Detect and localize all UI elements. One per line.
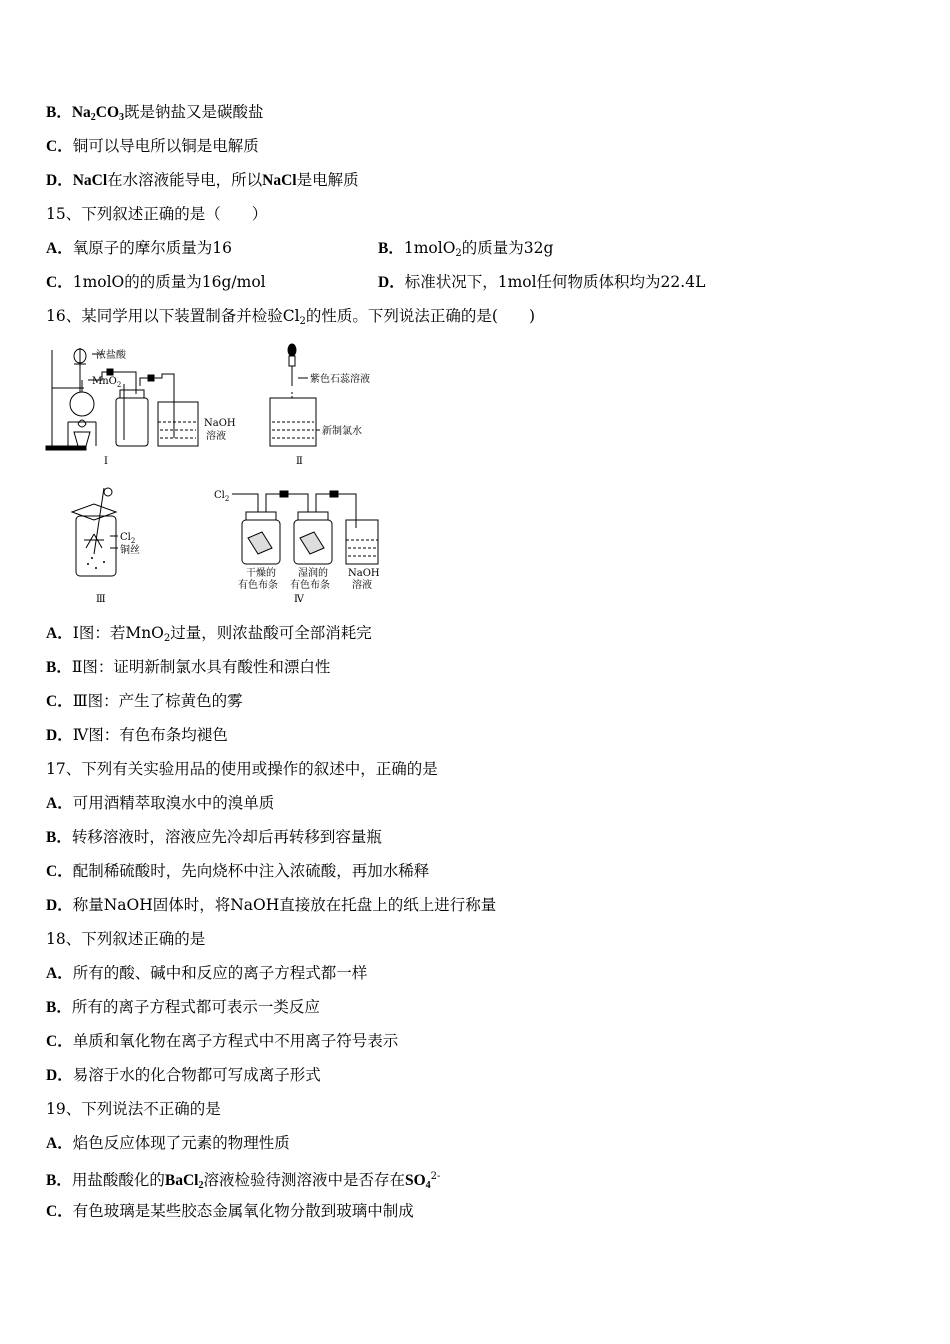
option-label: B． <box>46 999 72 1016</box>
option-text: 铜可以导电所以铜是电解质 <box>72 137 259 155</box>
q15-option-a <box>46 239 232 257</box>
option-text: 焰色反应体现了元素的物理性质 <box>72 1134 290 1152</box>
q17-stem: 17、下列有关实验用品的使用或操作的叙述中，正确的是 <box>46 760 438 778</box>
q14-option-c <box>46 136 259 157</box>
option-text: 是电解质 <box>296 171 359 189</box>
q18-option-a <box>46 963 367 984</box>
fig3-cl2-sub: 2 <box>130 537 136 545</box>
q17-option-c <box>46 861 429 882</box>
fig1-mno2-sub: 2 <box>116 381 122 389</box>
option-label: D． <box>46 1067 73 1084</box>
q18-option-b <box>46 997 320 1018</box>
subscript: 2 <box>163 633 171 644</box>
option-label: D． <box>46 172 73 189</box>
q16-option-b <box>46 657 330 678</box>
option-text: 所有的离子方程式都可表示一类反应 <box>71 998 320 1016</box>
option-label: C． <box>46 1203 73 1220</box>
fig4-dry-label-1: 干燥的 <box>246 568 276 579</box>
option-label: A． <box>46 965 73 982</box>
option-text: 称量NaOH固体时，将NaOH直接放在托盘上的纸上进行称量 <box>72 896 497 914</box>
option-text: 1molO的的质量为16g/mol <box>72 273 266 291</box>
option-text: Ⅲ图：产生了棕黄色的雾 <box>72 692 243 710</box>
fig1-naoh-label: NaOH <box>204 418 236 429</box>
option-text: 配制稀硫酸时，先向烧杯中注入浓硫酸，再加水稀释 <box>72 862 430 880</box>
q18-option-d <box>46 1065 321 1086</box>
formula: SO <box>404 1172 426 1189</box>
subscript: 2 <box>299 316 306 327</box>
apparatus-figure-ii <box>262 342 392 470</box>
option-label: A． <box>46 795 73 812</box>
subscript: 2 <box>90 112 96 123</box>
option-label: B． <box>46 829 72 846</box>
q15-option-b <box>378 238 553 264</box>
q16-option-a <box>46 623 372 649</box>
option-text: 单质和氧化物在离子方程式中不用离子符号表示 <box>72 1032 399 1050</box>
option-label: D． <box>46 727 73 744</box>
option-text: 用盐酸酸化的 <box>71 1171 165 1189</box>
option-text: 1molO <box>403 239 456 257</box>
q14-option-b <box>46 102 264 128</box>
option-label: B． <box>46 104 72 121</box>
option-text: 氧原子的摩尔质量为16 <box>72 239 232 257</box>
fig2-caption: Ⅱ <box>296 456 303 467</box>
option-label: B． <box>46 1172 72 1189</box>
option-text: 有色玻璃是某些胶态金属氧化物分散到玻璃中制成 <box>72 1202 414 1220</box>
option-label: B． <box>46 659 72 676</box>
fig4-wet-label-1: 湿润的 <box>298 568 328 579</box>
apparatus-figure-iii <box>64 484 164 608</box>
option-label: D． <box>378 274 405 291</box>
fig4-caption: Ⅳ <box>294 594 304 605</box>
q17-option-b <box>46 827 382 848</box>
option-text: 在水溶液能导电，所以 <box>107 171 263 189</box>
subscript: 3 <box>119 112 125 123</box>
q16-option-c <box>46 691 243 712</box>
option-text: 溶液检验待测溶液中是否存在 <box>203 1171 405 1189</box>
fig3-caption: Ⅲ <box>96 594 106 605</box>
option-label: A． <box>46 240 73 257</box>
fig3-copper-label: 铜丝 <box>120 545 140 556</box>
option-text: 易溶于水的化合物都可写成离子形式 <box>72 1066 321 1084</box>
stem-text: 16、某同学用以下装置制备并检验Cl <box>46 307 300 325</box>
q16-stem <box>46 306 535 332</box>
option-text: Ⅳ图：有色布条均褪色 <box>72 726 228 744</box>
fig4-solution-label: 溶液 <box>352 580 372 591</box>
stem-text: 的性质。下列说法正确的是( ) <box>305 307 536 325</box>
option-text: 可用酒精萃取溴水中的溴单质 <box>72 794 275 812</box>
q15-options-row1 <box>46 238 906 259</box>
option-label: C． <box>46 138 73 155</box>
option-text: 过量，则浓盐酸可全部消耗完 <box>170 624 372 642</box>
fig4-cl2-sub: 2 <box>224 495 230 503</box>
q15-option-d <box>378 272 705 293</box>
subscript: 2 <box>455 248 462 259</box>
q19-option-a <box>46 1133 290 1154</box>
formula: BaCl <box>164 1172 199 1189</box>
q15-option-c <box>46 273 266 291</box>
formula: Na <box>71 104 91 121</box>
formula: CO <box>95 104 120 121</box>
option-text: Ⅰ图：若MnO <box>72 624 164 642</box>
q18-option-c <box>46 1031 398 1052</box>
q15-options-row2 <box>46 272 906 293</box>
fig4-naoh-label: NaOH <box>348 568 380 579</box>
fig3-cl2-text: Cl <box>120 532 131 543</box>
q19-option-c <box>46 1201 414 1222</box>
fig1-mno2-text: MnO <box>92 376 117 387</box>
option-label: C． <box>46 274 73 291</box>
q17-option-a <box>46 793 274 814</box>
option-text: 既是钠盐又是碳酸盐 <box>124 103 264 121</box>
superscript: 2- <box>430 1171 441 1182</box>
option-label: C． <box>46 863 73 880</box>
fig1-mno2-label <box>92 376 121 389</box>
option-label: D． <box>46 897 73 914</box>
q18-stem: 18、下列叙述正确的是 <box>46 930 206 948</box>
option-text: 转移溶液时，溶液应先冷却后再转移到容量瓶 <box>71 828 382 846</box>
option-text: Ⅱ图：证明新制氯水具有酸性和漂白性 <box>71 658 331 676</box>
option-label: A． <box>46 1135 73 1152</box>
fig4-cl2-text: Cl <box>214 490 225 501</box>
fig2-litmus-label: 紫色石蕊溶液 <box>310 374 370 385</box>
formula: NaCl <box>262 172 297 189</box>
q19-stem: 19、下列说法不正确的是 <box>46 1100 221 1118</box>
fig2-water-label: 新制氯水 <box>322 426 362 437</box>
q17-option-d <box>46 895 496 916</box>
q14-option-d <box>46 170 359 191</box>
q16-option-d <box>46 725 228 746</box>
fig3-cl2-label <box>120 532 135 545</box>
fig4-cl2-label <box>214 490 229 503</box>
fig4-wet-label-2: 有色布条 <box>290 580 330 591</box>
option-label: A． <box>46 625 73 642</box>
q15-stem: 15、下列叙述正确的是（ ） <box>46 205 268 223</box>
q19-option-b <box>46 1167 440 1196</box>
apparatus-figure-i <box>44 342 244 470</box>
subscript: 4 <box>425 1180 431 1191</box>
formula: NaCl <box>72 172 108 189</box>
fig4-dry-label-2: 有色布条 <box>238 580 278 591</box>
fig1-solution-label: 溶液 <box>206 431 226 442</box>
subscript: 2 <box>198 1180 204 1191</box>
option-label: C． <box>46 1033 73 1050</box>
option-label: C． <box>46 693 73 710</box>
fig1-hcl-label: 浓盐酸 <box>96 350 126 361</box>
option-text: 的质量为32g <box>461 239 554 257</box>
option-label: B． <box>378 240 404 257</box>
option-text: 所有的酸、碱中和反应的离子方程式都一样 <box>72 964 368 982</box>
fig1-caption: Ⅰ <box>104 456 108 467</box>
apparatus-figure-iv <box>212 484 402 608</box>
option-text: 标准状况下，1mol任何物质体积均为22.4L <box>404 273 706 291</box>
